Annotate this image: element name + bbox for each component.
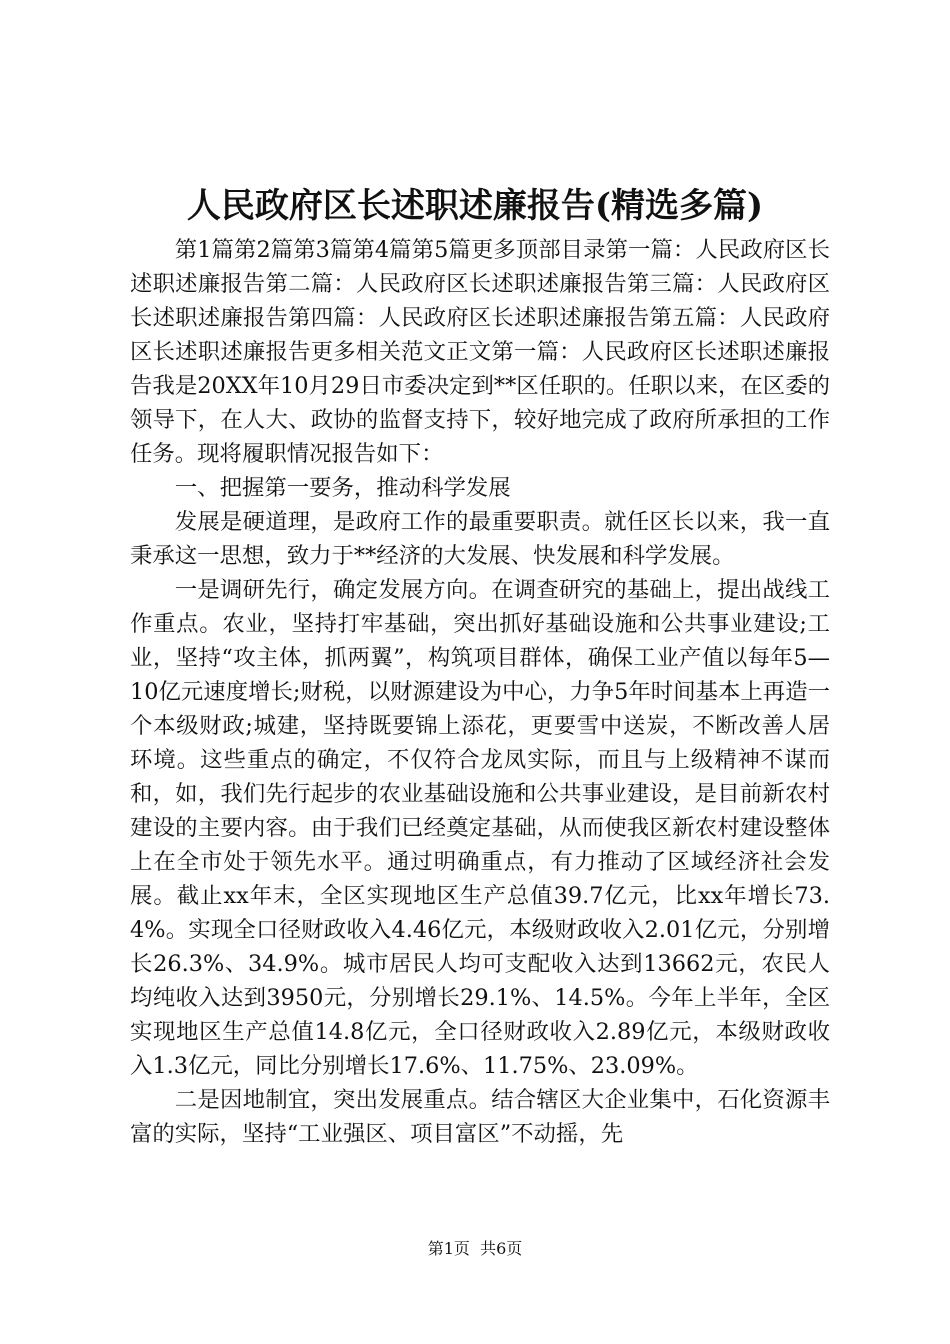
document-body [130, 233, 830, 1151]
paragraph-local-conditions: 二是因地制宜，突出发展重点。结合辖区大企业集中，石化资源丰富的实际，坚持“工业强区、项目富区”不动摇，先 [130, 1087, 830, 1147]
paragraph-research-first: 一是调研先行，确定发展方向。在调查研究的基础上，提出战线工作重点。农业，坚持打牢基础，突出抓好基础设施和公共事业建设;工业，坚持“攻主体，抓两翼”，构筑项目群体，确保工业产值以每年5—10亿元速度增长;财税，以财源建设为中心，力争5年时间基本上再造一个本级财政;城建，坚持既要锦上添花，更要雪中送炭，不断改善人居环境。这些重点的确定，不仅符合龙凤实际，而且与上级精神不谋而和，如，我们先行起步的农业基础设施和公共事业建设，是目前新农村建设的主要内容。由于我们已经奠定基础，从而使我区新农村建设整体上在全市处于领先水平。通过明确重点，有力推动了区域经济社会发展。截止xx年末，全区实现地区生产总值39.7亿元，比xx年增长73.4%。实现全口径财政收入4.46亿元，本级财政收入2.01亿元，分别增长26.3%、34.9%。城市居民人均可支配收入达到13662元，农民人均纯收入达到3950元，分别增长29.1%、14.5%。今年上半年，全区实现地区生产总值14.8亿元，全口径财政收入2.89亿元，本级财政收入1.3亿元，同比分别增长17.6%、11.75%、23.09%。 [130, 577, 830, 1079]
paragraph-intro: 第1篇第2篇第3篇第4篇第5篇更多顶部目录第一篇：人民政府区长述职述廉报告第二篇：人民政府区长述职述廉报告第三篇：人民政府区长述职述廉报告第四篇：人民政府区长述职述廉报告第五篇：人民政府区长述职述廉报告更多相关范文正文第一篇：人民政府区长述职述廉报告我是20XX年10月29日市委决定到**区任职的。任职以来，在区委的领导下，在人大、政协的监督支持下，较好地完成了政府所承担的工作任务。现将履职情况报告如下： [130, 237, 830, 467]
section-heading: 一、把握第一要务，推动科学发展 [174, 475, 511, 501]
page-footer: 第1页 共6页 [427, 1239, 523, 1258]
page-title: 人民政府区长述职述廉报告(精选多篇) [186, 186, 764, 226]
paragraph-development: 发展是硬道理，是政府工作的最重要职责。就任区长以来，我一直秉承这一思想，致力于**经济的大发展、快发展和科学发展。 [130, 509, 830, 569]
